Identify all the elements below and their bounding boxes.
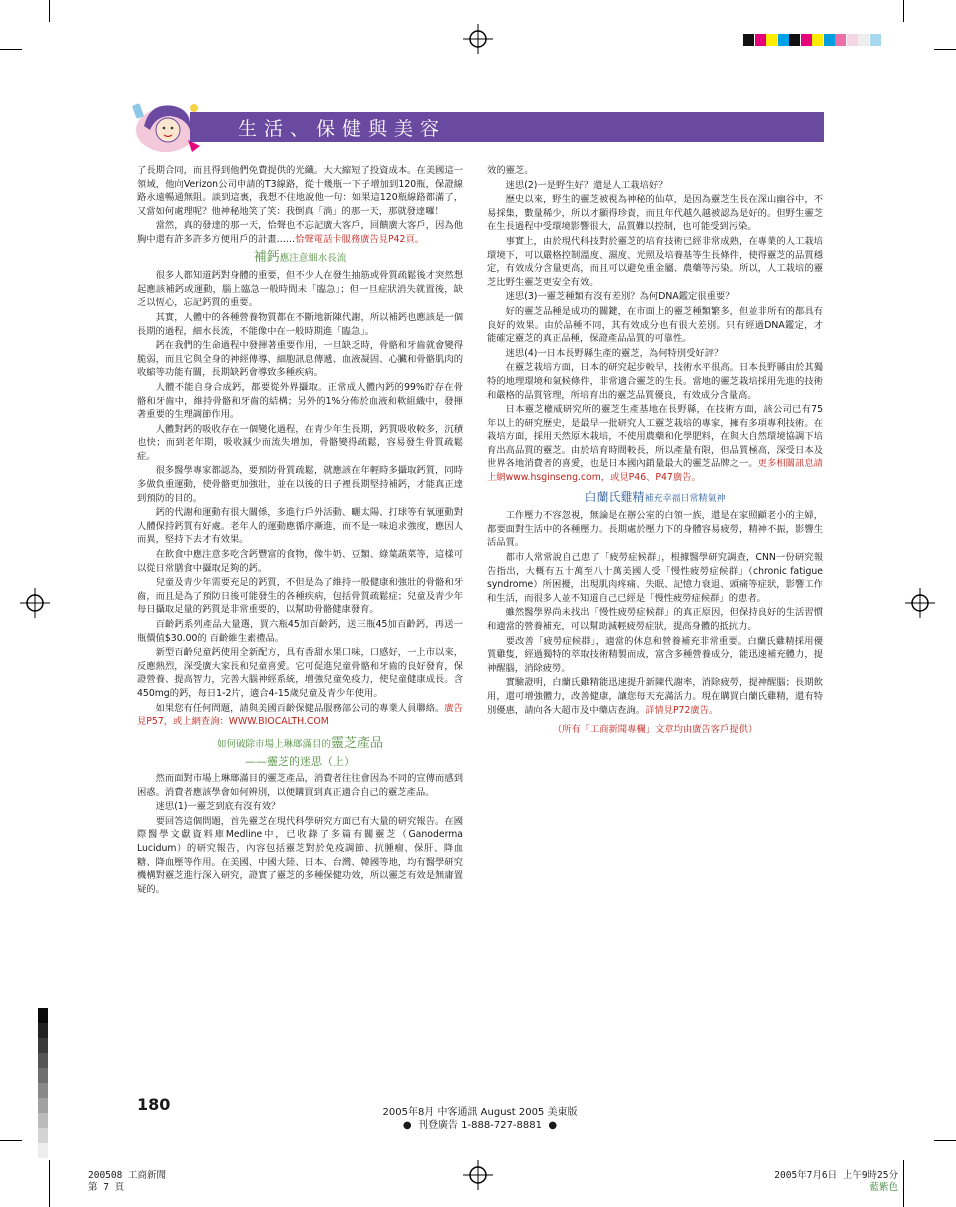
slug-right: 2005年7月6日 上午9時25分 藍紫色 (774, 1170, 898, 1193)
paragraph: 其實，人體中的各種營養物質都在不斷地新陳代謝，所以補鈣也應該是一個長期的過程，細水長流，不能像中在一般時期進「臨急」。 (137, 311, 463, 337)
gray-swatch (38, 1053, 48, 1068)
registration-mark-icon (463, 24, 493, 54)
paragraph: 人體不能自身合成鈣，都要從外界攝取。正常成人體內鈣的99%貯存在骨骼和牙齒中，維持骨骼和牙齒的結構；另外的1%分佈於血液和軟組織中，發揮著重要的生理調節作用。 (137, 381, 463, 421)
gray-swatch (38, 1128, 48, 1143)
slug-left: 200508 工商新聞 第 7 頁 (88, 1170, 167, 1193)
color-swatch (858, 34, 869, 46)
question-heading: 迷思(1)一靈芝到底有沒有效？ (155, 801, 281, 813)
crop-mark (903, 1160, 904, 1207)
paragraph: 日本靈芝權威研究所的靈芝生產基地在長野縣，在技術方面，該公司已有75年以上的研究歷史，是最早一批研究人工靈芝栽培的專家，擁有多項專利技術。在栽培方面，採用天然原木栽培，不使用農藥和化學肥料，在與大自然環境協調下培育出高品質的靈芝。由於培育時間較長，所以產量有限，但品質極高，深受日本及世界各地消費者的喜愛，也是日本國內銷量最大的靈芝品牌之一。更多相關訊息請上網www.hsginseng.com，或見P46、P47廣告。 (487, 404, 823, 484)
color-swatch (766, 34, 777, 46)
question-heading: 迷思(2)一是野生好？還是人工栽培好？ (505, 179, 668, 191)
paragraph: 歷史以來，野生的靈芝被視為神秘的仙草，是因為靈芝生長在深山幽谷中，不易採集，數量稀少，所以才顯得珍貴，而且年代越久越被認為是好的。但野生靈芝在生長過程中受環境影響很大，品質難以控制，也可能受到污染。 (487, 194, 823, 233)
bullet-icon: ● (542, 1120, 558, 1131)
paragraph: 好的靈芝品種是成功的關鍵，在市面上的靈芝種類繁多，但並非所有的都具有良好的效果。由於品種不同，其有效成分也有很大差別。只有經過DNA鑑定，才能確定靈芝的真正品種，保證產品品質的可靠性。 (487, 305, 823, 345)
crop-mark (934, 1140, 956, 1141)
color-swatch (778, 34, 789, 46)
paragraph: 兒童及青少年需要充足的鈣質，不但是為了維持一般健康和強壯的骨骼和牙齒，而且是為了預防日後可能發生的各種疾病，包括骨質疏鬆症；兒童及青少年每日攝取足量的鈣質是非常重要的，以幫助骨骼健康發育。 (137, 577, 463, 616)
paragraph: 在飲食中應注意多吃含鈣豐富的食物，像牛奶、豆類、綠葉蔬菜等，這樣可以從日常膳食中攝取足夠的鈣。 (137, 549, 463, 574)
paragraph: 了長期合同，而且得到他們免費提供的光纖。大大縮短了投資成本。在美國這一領域，他向Verizon公司申請的T3線路，從十幾瓶一下子增加到120瓶，保證線路永遠暢通無阻。談到這裏，我想不住地說他一句：如果這120瓶線路都滿了，又當如何處理呢？他神秘地笑了笑：我倒真「淌」的那一天，那就發達囉！ (137, 165, 463, 217)
article-title: 白蘭氏雞精補充幸福日常精氣神 (584, 489, 726, 504)
color-swatch (812, 34, 823, 46)
ad-reference: 恰聲電話卡服務廣告見P42頁。 (295, 233, 425, 245)
color-swatch (789, 34, 800, 46)
question-heading: 迷思(4)一日本長野縣生產的靈芝，為何特別受好評？ (505, 347, 724, 359)
gray-swatch (38, 1068, 48, 1083)
paragraph: 實驗證明，白蘭氏雞精能迅速提升新陳代謝率，消除疲勞，提神醒腦；長期飲用，還可增強體力，改善健康，讓您每天充滿活力。現在購買白蘭氏雞精，還有特別優惠，請向各大超市及中藥店查詢。詳情見P72廣告。 (487, 677, 823, 716)
paragraph: 在靈芝栽培方面，日本的研究起步較早，技術水平很高。日本長野縣由於其獨特的地理環境和氣候條件，非常適合靈芝的生長。當地的靈芝栽培採用先進的技術和嚴格的品質管理，所培育出的靈芝品質優良，有效成分含量高。 (487, 362, 823, 401)
article-title: 如何破除市場上琳瑯滿目的靈芝產品 (216, 735, 384, 751)
color-swatch (755, 34, 766, 46)
color-swatch (801, 34, 812, 46)
bullet-icon: ● (402, 1120, 418, 1131)
question-heading: 迷思(3)一靈芝種類有沒有差別？為何DNA鑑定很重要？ (505, 291, 735, 303)
gray-swatch (38, 1083, 48, 1098)
registration-mark-icon (20, 588, 50, 618)
ad-reference: 廣告見P57，或上網查詢：WWW.BIOCALTH.COM (137, 702, 463, 728)
ad-hotline: ● 刊登廣告 1-888-727-8881 ● (402, 1120, 558, 1131)
color-swatch (870, 34, 881, 46)
section-header-title: 生活、保健與美容 (238, 118, 447, 140)
ad-reference: 詳情見P72廣告。 (645, 704, 719, 716)
paragraph: 新型百齡兒童鈣使用全新配方，具有香甜水果口味，口感好，一上市以來，反應熱烈，深受廣大家長和兒童喜愛。它可促進兒童骨骼和牙齒的良好發育，保證營養、提高智力，完善大腦神經系統，增強兒童免疫力，使兒童健康成長。含450mg的鈣，每日1-2片，適合4-15歲兒童及青少年使用。 (137, 647, 463, 699)
left-column (137, 164, 463, 897)
paragraph: 當然，真的發達的那一天，恰聲也不忘記廣大客戶，回饋廣大客戶，因為他胸中還有許多許多方便用戶的計畫……恰聲電話卡服務廣告見P42頁。 (137, 220, 463, 245)
article-subtitle: ——靈芝的迷思（上） (245, 755, 355, 769)
crop-mark (49, 1160, 50, 1207)
color-swatch (824, 34, 835, 46)
gray-swatch (38, 1038, 48, 1053)
page-number: 180 (137, 1095, 171, 1114)
gray-swatch (38, 1098, 48, 1113)
ad-reference: 更多相關訊息請上網www.hsginseng.com，或見P46、P47廣告。 (487, 458, 823, 484)
paragraph: 然而面對市場上琳瑯滿目的靈芝產品，消費者往往會因為不同的宣傳而感到困惑。消費者應該學會如何辨別，以便購買到真正適合自己的靈芝產品。 (137, 772, 463, 798)
paragraph: 百齡鈣系列產品大量選，買六瓶45加百齡鈣，送三瓶45加百齡鈣，再送一瓶價值$30.00的 百齡維生素禮品。 (137, 619, 463, 644)
paragraph: 都市人常常說自己患了「疲勞症候群」，根據醫學研究調查，CNN一份研究報告指出，大概有五十萬至八十萬美國人受「慢性疲勞症候群」（chronic fatigue syndrome）所困擾，出現肌肉疼痛、失眠、記憶力衰退、頭痛等症狀，影響工作和生活，而很多人並不知道自己已經是「慢性疲勞症候群」的患者。 (487, 552, 823, 604)
crop-mark (903, 0, 904, 22)
article-title: 補鈣應注意細水長流 (253, 249, 347, 265)
paragraph: 工作壓力不容忽視，無論是在辦公室的白領一族，還是在家照顧老小的主婦，都要面對生活中的各種壓力。長期處於壓力下的身體容易疲勞，精神不振，影響生活品質。 (487, 510, 823, 549)
paragraph: 要改善「疲勞症候群」，適當的休息和營養補充非常重要。白蘭氏雞精採用優質雞隻，經過獨特的萃取技術精製而成，富含多種營養成分，能迅速補充體力，提神醒腦，消除疲勞。 (487, 635, 823, 674)
paragraph: 人體對鈣的吸收存在一個變化過程，在青少年生長期，鈣質吸收較多，沉積也快；而到老年期，吸收減少而流失增加，骨骼變得疏鬆，容易發生骨質疏鬆症。 (137, 423, 463, 462)
registration-mark-icon (463, 1160, 493, 1190)
paragraph: 事實上，由於現代科技對於靈芝的培育技術已經非常成熟，在專業的人工栽培環境下，可以嚴格控制溫度、濕度、光照及培養基等生長條件，使得靈芝的品質穩定，有效成分含量更高，而且可以避免重金屬、農藥等污染。所以，人工栽培的靈芝比野生靈芝更安全有效。 (487, 235, 823, 288)
paragraph: 鈣的代謝和運動有很大關係，多進行戶外活動、曬太陽、打球等有氧運動對人體保持鈣質有好處。老年人的運動應循序漸進，而不是一味追求強度，應因人而異，堅持下去才有效果。 (137, 507, 463, 546)
crop-mark (934, 49, 956, 50)
paragraph: 如果您有任何問題，請與美國百齡保健品服務部公司的專業人員聯絡。廣告見P57，或上網查詢：WWW.BIOCALTH.COM (137, 702, 463, 728)
crop-mark (49, 0, 50, 22)
paragraph: 雖然醫學界尚未找出「慢性疲勞症候群」的真正原因，但保持良好的生活習慣和適當的營養補充，可以幫助減輕疲勞症狀，提高身體的抵抗力。 (487, 607, 823, 632)
crop-mark (0, 1140, 22, 1141)
color-swatch (743, 34, 754, 46)
color-swatch (835, 34, 846, 46)
paragraph: 很多人都知道鈣對身體的重要，但不少人在發生抽筋或骨質疏鬆後才突然想起應該補鈣或運動，腦上臨急一般時間未「臨急」；但一旦症狀消失就置後，缺乏以恆心，忘記鈣質的重要。 (137, 270, 463, 309)
paragraph: 很多醫學專家都認為，要預防骨質疏鬆，就應該在年輕時多攝取鈣質，同時多做負重運動，使骨骼更加強壯，並在以後的日子裡長期堅持補鈣，才能真正達到預防的目的。 (137, 465, 463, 504)
gray-swatch (38, 1023, 48, 1038)
color-swatch (847, 34, 858, 46)
issue-line: 2005年8月 中客通訊 August 2005 美東版 (382, 1107, 578, 1118)
article-credit: （所有「工商新聞專欄」文章均由廣告客戶提供） (552, 724, 758, 736)
paragraph: 要回答這個問題，首先靈芝在現代科學研究方面已有大量的研究報告。在國際醫學文獻資料庫Medline中，已收錄了多篇有關靈芝（Ganoderma Lucidum）的研究報告，內容包括靈芝對於免疫調節、抗腫瘤、保肝、降血糖、降血壓等作用。在美國、中國大陸、日本、台灣、韓國等地，均有醫學研究機構對靈芝進行深入研究，證實了靈芝的多種保健功效，所以靈芝有效是無庸置疑的。 (137, 815, 463, 895)
gray-swatch (38, 1008, 48, 1023)
right-column (487, 164, 823, 737)
paragraph: 鈣在我們的生命過程中發揮著重要作用，一旦缺乏時，骨骼和牙齒就會變得脆弱，而且它與全身的神經傳導、細胞訊息傳遞、血液凝固、心臟和骨骼肌肉的收縮等功能有關，長期缺鈣會導致多種疾病。 (137, 340, 463, 379)
paragraph: 效的靈芝。 (487, 165, 534, 176)
crop-mark (0, 49, 22, 50)
gray-swatch (38, 1143, 48, 1158)
registration-mark-icon (905, 588, 935, 618)
gray-swatch (38, 1113, 48, 1128)
